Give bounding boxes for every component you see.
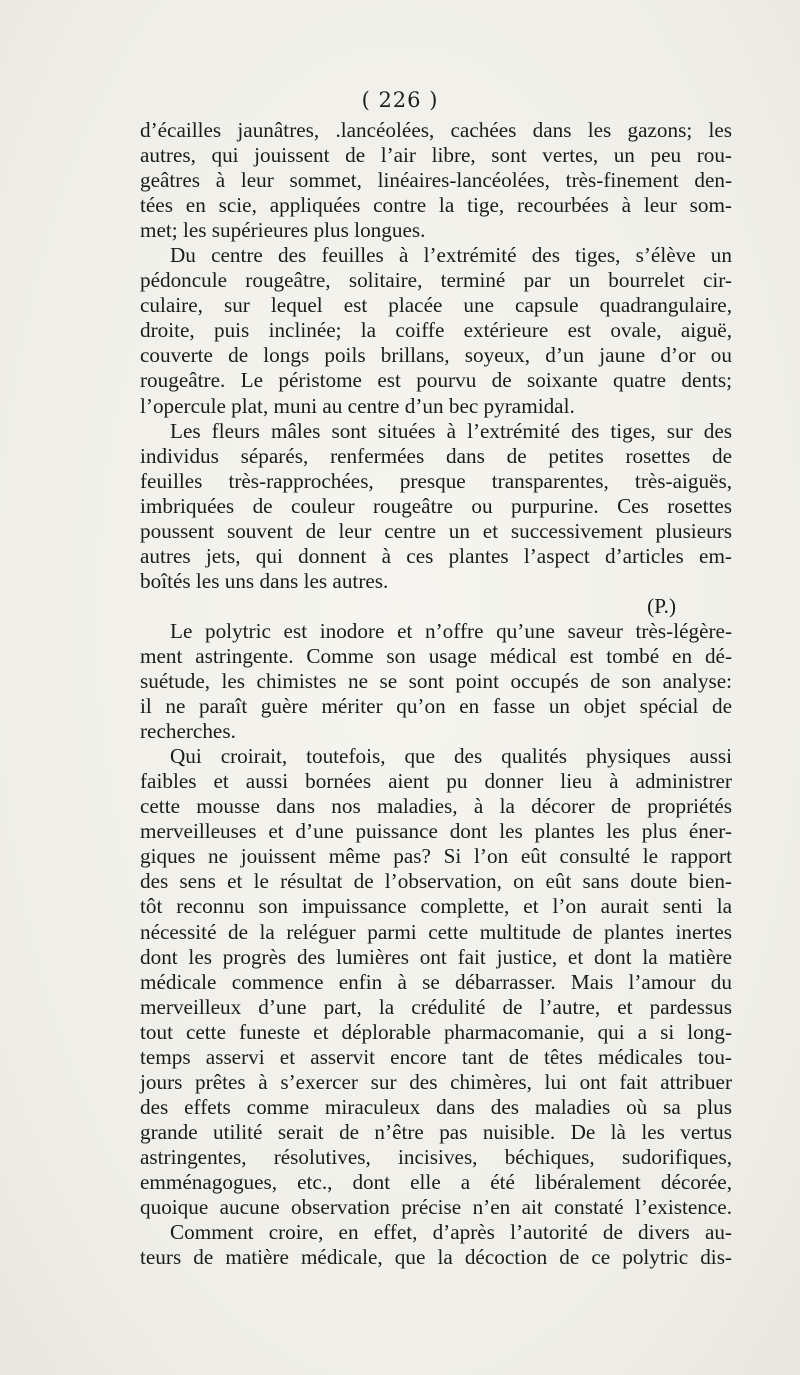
text-line: emménagogues, etc., dont elle a été libéralement décorée, [140, 1169, 732, 1194]
text-line: médicale commence enfin à se débarrasser. Mais l’amour du [140, 969, 732, 994]
text-line: tout cette funeste et déplorable pharmacomanie, qui a si long- [140, 1019, 732, 1044]
text-line: Du centre des feuilles à l’extrémité des tiges, s’élève un [170, 243, 732, 268]
text-line: astringentes, résolutives, incisives, béchiques, sudorifiques, [140, 1144, 732, 1169]
text-line: Comment croire, en effet, d’après l’autorité de divers au- [170, 1220, 732, 1245]
text-line: l’opercule plat, muni au centre d’un bec pyramidal. [140, 393, 575, 418]
text-line: poussent souvent de leur centre un et successivement plusieurs [140, 518, 732, 543]
text-line: boîtés les uns dans les autres. [140, 568, 389, 593]
text-line: Le polytric est inodore et n’offre qu’une saveur très-légère- [170, 618, 732, 643]
text-line: geâtres à leur sommet, linéaires-lancéolées, très-finement den- [140, 168, 732, 193]
text-line: Les fleurs mâles sont situées à l’extrémité des tiges, sur des [170, 418, 732, 443]
text-line: il ne paraît guère mériter qu’on en fasse un objet spécial de [140, 694, 732, 719]
text-line: faibles et aussi bornées aient pu donner lieu à administrer [140, 769, 732, 794]
text-line: d’écailles jaunâtres, .lancéolées, cachées dans les gazons; les [140, 118, 732, 142]
paragraph [140, 419, 732, 619]
text-line: (P.) [647, 593, 676, 618]
paragraph [140, 619, 732, 744]
text-line: individus séparés, renfermées dans de petites rosettes de [140, 443, 732, 468]
text-line: autres, qui jouissent de l’air libre, sont vertes, un peu rou- [140, 143, 732, 168]
text-line: merveilleuses et d’une puissance dont les plantes les plus éner- [140, 819, 732, 844]
text-line: teurs de matière médicale, que la décoction de ce polytric dis- [140, 1245, 732, 1270]
text-line: cette mousse dans nos maladies, à la décorer de propriétés [140, 794, 732, 819]
text-line: imbriquées de couleur rougeâtre ou purpurine. Ces rosettes [140, 493, 732, 518]
text-line: merveilleux d’une part, la crédulité de l’autre, et pardessus [140, 994, 732, 1019]
text-line: droite, puis inclinée; la coiffe extérieure est ovale, aiguë, [140, 318, 732, 343]
text-line: feuilles très-rapprochées, presque transparentes, très-aiguës, [140, 468, 732, 493]
text-line: nécessité de la reléguer parmi cette multitude de plantes inertes [140, 919, 732, 944]
text-line: autres jets, qui donnent à ces plantes l’aspect d’articles em- [140, 543, 732, 568]
text-line: grande utilité serait de n’être pas nuisible. De là les vertus [140, 1119, 732, 1144]
text-line: met; les supérieures plus longues. [140, 218, 426, 243]
text-line: couverte de longs poils brillans, soyeux, d’un jaune d’or ou [140, 343, 732, 368]
text-line: dont les progrès des lumières ont fait justice, et dont la matière [140, 944, 732, 969]
paragraph [140, 118, 732, 243]
text-line: pédoncule rougeâtre, solitaire, terminé par un bourrelet cir- [140, 268, 732, 293]
text-line: jours prêtes à s’exercer sur des chimères, lui ont fait attribuer [140, 1069, 732, 1094]
text-line: ment astringente. Comme son usage médical est tombé en dé- [140, 643, 732, 668]
text-line: giques ne jouissent même pas? Si l’on eût consulté le rapport [140, 844, 732, 869]
text-line: des effets comme miraculeux dans des maladies où sa plus [140, 1094, 732, 1119]
text-line: tées en scie, appliquées contre la tige, recourbées à leur som- [140, 193, 732, 218]
paragraph [140, 243, 732, 418]
text-line: rougeâtre. Le péristome est pourvu de soixante quatre dents; [140, 368, 732, 393]
page-number: ( 226 ) [361, 88, 439, 112]
body-text [140, 118, 732, 1270]
text-line: culaire, sur lequel est placée une capsule quadrangulaire, [140, 293, 732, 318]
text-line: tôt reconnu son impuissance complette, et l’on aurait senti la [140, 894, 732, 919]
text-line: temps asservi et asservit encore tant de têtes médicales tou- [140, 1044, 732, 1069]
text-line: quoique aucune observation précise n’en ait constaté l’existence. [140, 1195, 732, 1220]
text-line: Qui croirait, toutefois, que des qualités physiques aussi [170, 744, 732, 769]
text-line: suétude, les chimistes ne se sont point occupés de son analyse: [140, 669, 732, 694]
paragraph [140, 744, 732, 1270]
text-line: des sens et le résultat de l’observation, on eût sans doute bien- [140, 869, 732, 894]
text-line: recherches. [140, 719, 236, 744]
